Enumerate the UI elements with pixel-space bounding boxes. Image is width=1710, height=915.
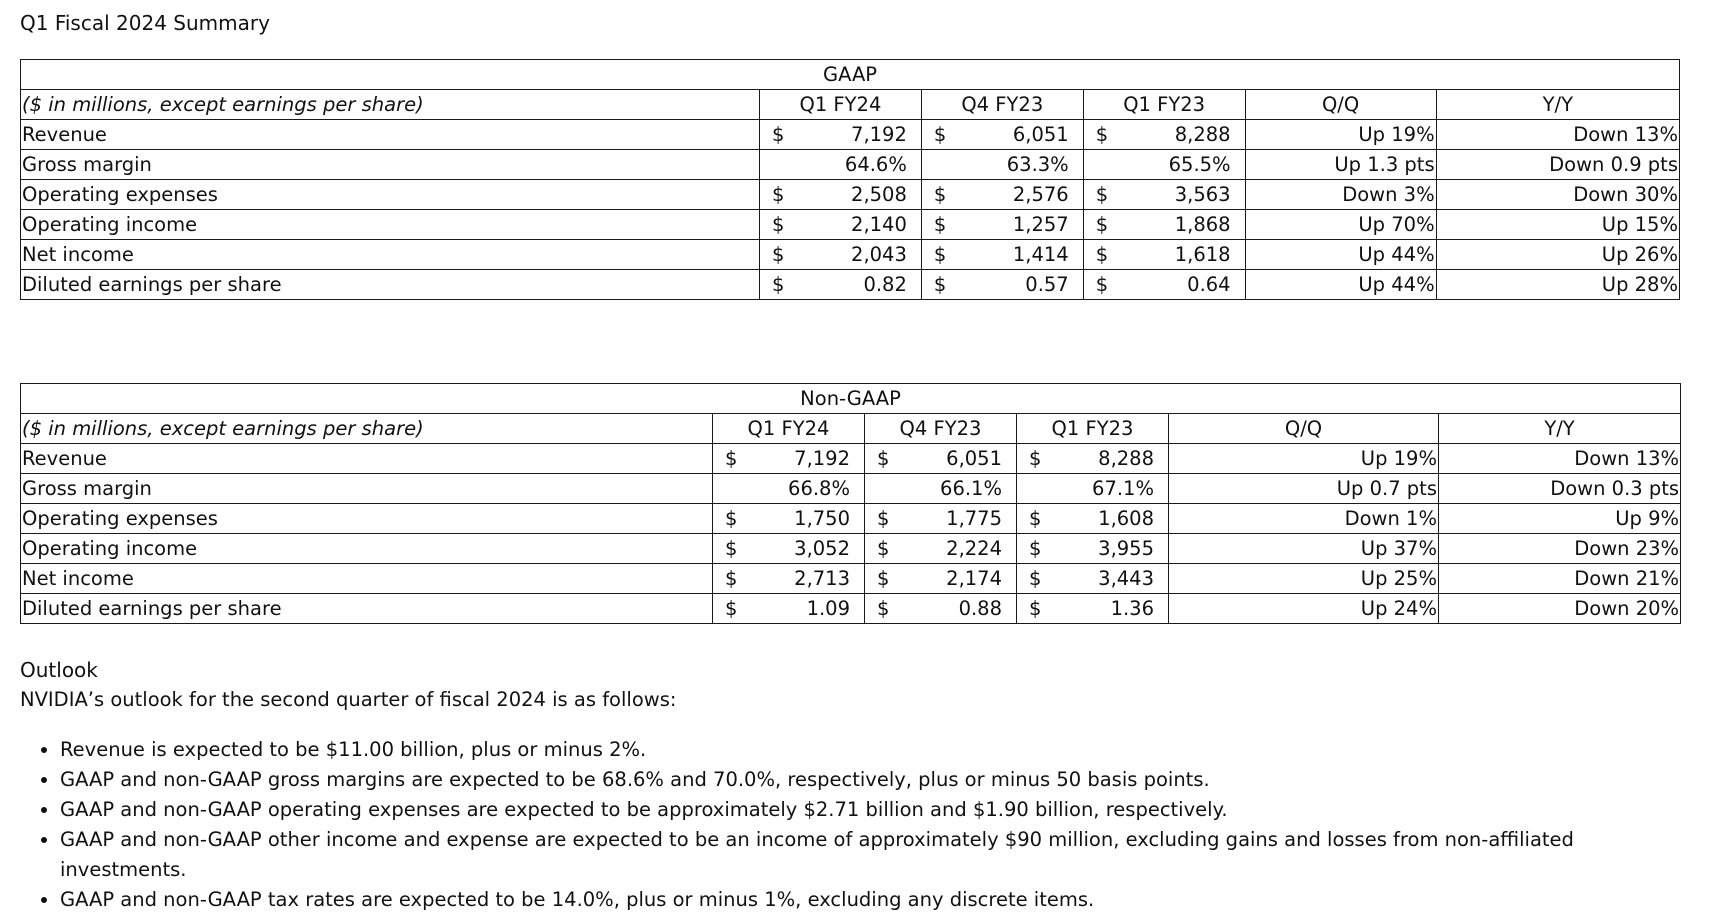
table-row: [21, 444, 1681, 474]
list-item: • GAAP and non-GAAP gross margins are expected to be 68.6% and 70.0%, respectively, plus or minus 50 basis points.: [60, 765, 1680, 795]
currency-symbol: [865, 474, 893, 504]
row-label: Operating expenses: [21, 504, 713, 534]
value-qq-change: Down 3%: [1245, 180, 1436, 210]
outlook-section: [20, 655, 1680, 915]
value-q1fy23: 0.64: [1111, 270, 1245, 300]
value-q4fy23: 2,224: [893, 534, 1017, 564]
value-yy-change: Up 28%: [1436, 270, 1679, 300]
value-qq-change: Up 19%: [1245, 120, 1436, 150]
table-row: [21, 270, 1680, 300]
currency-symbol: $: [921, 240, 949, 270]
outlook-intro: NVIDIA’s outlook for the second quarter of fiscal 2024 is as follows:: [20, 688, 677, 711]
value-q1fy24: 2,713: [741, 564, 865, 594]
value-yy-change: Up 9%: [1439, 504, 1681, 534]
value-q4fy23: 2,174: [893, 564, 1017, 594]
table-row: [21, 120, 1680, 150]
currency-symbol: $: [760, 180, 788, 210]
value-q1fy23: 67.1%: [1045, 474, 1169, 504]
currency-symbol: [1083, 150, 1111, 180]
column-header-row: [21, 414, 1681, 444]
section-label: Non-GAAP: [21, 384, 1681, 414]
currency-symbol: $: [760, 120, 788, 150]
value-q1fy23: 3,443: [1045, 564, 1169, 594]
currency-symbol: $: [865, 594, 893, 624]
table-row: [21, 474, 1681, 504]
units-note: ($ in millions, except earnings per share): [21, 90, 760, 120]
value-q1fy24: 0.82: [788, 270, 922, 300]
table-row: [21, 180, 1680, 210]
value-q1fy23: 8,288: [1045, 444, 1169, 474]
value-q4fy23: 1,775: [893, 504, 1017, 534]
value-q1fy23: 1,608: [1045, 504, 1169, 534]
value-q4fy23: 63.3%: [950, 150, 1084, 180]
currency-symbol: $: [1083, 210, 1111, 240]
value-q1fy23: 3,955: [1045, 534, 1169, 564]
value-yy-change: Down 13%: [1439, 444, 1681, 474]
currency-symbol: $: [1017, 594, 1045, 624]
column-header-q1fy23: Q1 FY23: [1083, 90, 1245, 120]
row-label: Diluted earnings per share: [21, 270, 760, 300]
value-q1fy24: 2,043: [788, 240, 922, 270]
currency-symbol: $: [921, 180, 949, 210]
row-label: Gross margin: [21, 474, 713, 504]
currency-symbol: $: [1017, 504, 1045, 534]
column-header-q1fy24: Q1 FY24: [713, 414, 865, 444]
column-header-qq: Q/Q: [1245, 90, 1436, 120]
table-row: [21, 150, 1680, 180]
value-yy-change: Down 21%: [1439, 564, 1681, 594]
value-yy-change: Down 0.3 pts: [1439, 474, 1681, 504]
value-q4fy23: 0.88: [893, 594, 1017, 624]
value-qq-change: Up 37%: [1169, 534, 1439, 564]
currency-symbol: $: [865, 534, 893, 564]
row-label: Operating expenses: [21, 180, 760, 210]
value-q1fy23: 1,868: [1111, 210, 1245, 240]
currency-symbol: $: [865, 444, 893, 474]
table-row: [21, 240, 1680, 270]
column-header-yy: Y/Y: [1436, 90, 1679, 120]
currency-symbol: $: [713, 444, 741, 474]
currency-symbol: $: [1017, 444, 1045, 474]
currency-symbol: $: [713, 504, 741, 534]
currency-symbol: $: [865, 564, 893, 594]
row-label: Gross margin: [21, 150, 760, 180]
value-qq-change: Up 70%: [1245, 210, 1436, 240]
value-yy-change: Down 13%: [1436, 120, 1679, 150]
currency-symbol: $: [1083, 120, 1111, 150]
list-item: • GAAP and non-GAAP operating expenses are expected to be approximately $2.71 billion and $1.90 billion, respectively.: [60, 795, 1680, 825]
value-q1fy23: 3,563: [1111, 180, 1245, 210]
value-qq-change: Up 25%: [1169, 564, 1439, 594]
currency-symbol: $: [713, 534, 741, 564]
value-qq-change: Up 19%: [1169, 444, 1439, 474]
currency-symbol: $: [760, 210, 788, 240]
value-q1fy24: 1,750: [741, 504, 865, 534]
list-item: • GAAP and non-GAAP other income and expense are expected to be an income of approximately $90 million, excluding gains and losses from non-affiliated investments.: [60, 825, 1680, 885]
currency-symbol: $: [1017, 534, 1045, 564]
row-label: Operating income: [21, 210, 760, 240]
currency-symbol: [760, 150, 788, 180]
currency-symbol: $: [1083, 270, 1111, 300]
page-title: Q1 Fiscal 2024 Summary: [20, 11, 270, 35]
table-row: [21, 534, 1681, 564]
value-q1fy24: 66.8%: [741, 474, 865, 504]
value-q4fy23: 6,051: [893, 444, 1017, 474]
value-q1fy23: 8,288: [1111, 120, 1245, 150]
value-q1fy24: 3,052: [741, 534, 865, 564]
row-label: Net income: [21, 564, 713, 594]
value-qq-change: Up 44%: [1245, 240, 1436, 270]
column-header-q1fy23: Q1 FY23: [1017, 414, 1169, 444]
outlook-title: Outlook: [20, 658, 98, 682]
value-qq-change: Up 24%: [1169, 594, 1439, 624]
value-yy-change: Down 23%: [1439, 534, 1681, 564]
value-yy-change: Up 26%: [1436, 240, 1679, 270]
currency-symbol: $: [1017, 564, 1045, 594]
column-header-row: [21, 90, 1680, 120]
currency-symbol: [921, 150, 949, 180]
value-q1fy23: 1,618: [1111, 240, 1245, 270]
table-row: [21, 210, 1680, 240]
section-header-row: [21, 60, 1680, 90]
table-row: [21, 504, 1681, 534]
units-note: ($ in millions, except earnings per share): [21, 414, 713, 444]
row-label: Net income: [21, 240, 760, 270]
column-header-q4fy23: Q4 FY23: [865, 414, 1017, 444]
value-q1fy24: 2,508: [788, 180, 922, 210]
row-label: Revenue: [21, 120, 760, 150]
section-label: GAAP: [21, 60, 1680, 90]
currency-symbol: $: [760, 270, 788, 300]
value-yy-change: Down 30%: [1436, 180, 1679, 210]
value-q1fy24: 2,140: [788, 210, 922, 240]
currency-symbol: $: [1083, 180, 1111, 210]
value-q4fy23: 2,576: [950, 180, 1084, 210]
row-label: Operating income: [21, 534, 713, 564]
row-label: Diluted earnings per share: [21, 594, 713, 624]
row-label: Revenue: [21, 444, 713, 474]
value-q1fy24: 64.6%: [788, 150, 922, 180]
value-yy-change: Up 15%: [1436, 210, 1679, 240]
currency-symbol: $: [713, 594, 741, 624]
value-qq-change: Up 1.3 pts: [1245, 150, 1436, 180]
value-q1fy24: 1.09: [741, 594, 865, 624]
currency-symbol: $: [713, 564, 741, 594]
currency-symbol: [1017, 474, 1045, 504]
section-header-row: [21, 384, 1681, 414]
currency-symbol: $: [1083, 240, 1111, 270]
value-yy-change: Down 20%: [1439, 594, 1681, 624]
currency-symbol: $: [921, 210, 949, 240]
value-q4fy23: 6,051: [950, 120, 1084, 150]
currency-symbol: $: [921, 270, 949, 300]
gaap-summary-table: [20, 59, 1680, 300]
value-yy-change: Down 0.9 pts: [1436, 150, 1679, 180]
list-item: • Revenue is expected to be $11.00 billion, plus or minus 2%.: [60, 735, 1680, 765]
table-row: [21, 564, 1681, 594]
currency-symbol: $: [921, 120, 949, 150]
value-q1fy24: 7,192: [741, 444, 865, 474]
value-qq-change: Up 44%: [1245, 270, 1436, 300]
column-header-q4fy23: Q4 FY23: [921, 90, 1083, 120]
column-header-qq: Q/Q: [1169, 414, 1439, 444]
value-qq-change: Down 1%: [1169, 504, 1439, 534]
value-q1fy23: 1.36: [1045, 594, 1169, 624]
list-item: • GAAP and non-GAAP tax rates are expected to be 14.0%, plus or minus 1%, excluding any discrete items.: [60, 885, 1680, 915]
value-q4fy23: 1,257: [950, 210, 1084, 240]
outlook-list: [20, 735, 1680, 915]
value-q1fy24: 7,192: [788, 120, 922, 150]
currency-symbol: [713, 474, 741, 504]
value-q4fy23: 66.1%: [893, 474, 1017, 504]
currency-symbol: $: [865, 504, 893, 534]
value-q1fy23: 65.5%: [1111, 150, 1245, 180]
table-row: [21, 594, 1681, 624]
value-qq-change: Up 0.7 pts: [1169, 474, 1439, 504]
value-q4fy23: 0.57: [950, 270, 1084, 300]
column-header-q1fy24: Q1 FY24: [760, 90, 922, 120]
non-gaap-summary-table: [20, 383, 1681, 624]
currency-symbol: $: [760, 240, 788, 270]
column-header-yy: Y/Y: [1439, 414, 1681, 444]
value-q4fy23: 1,414: [950, 240, 1084, 270]
